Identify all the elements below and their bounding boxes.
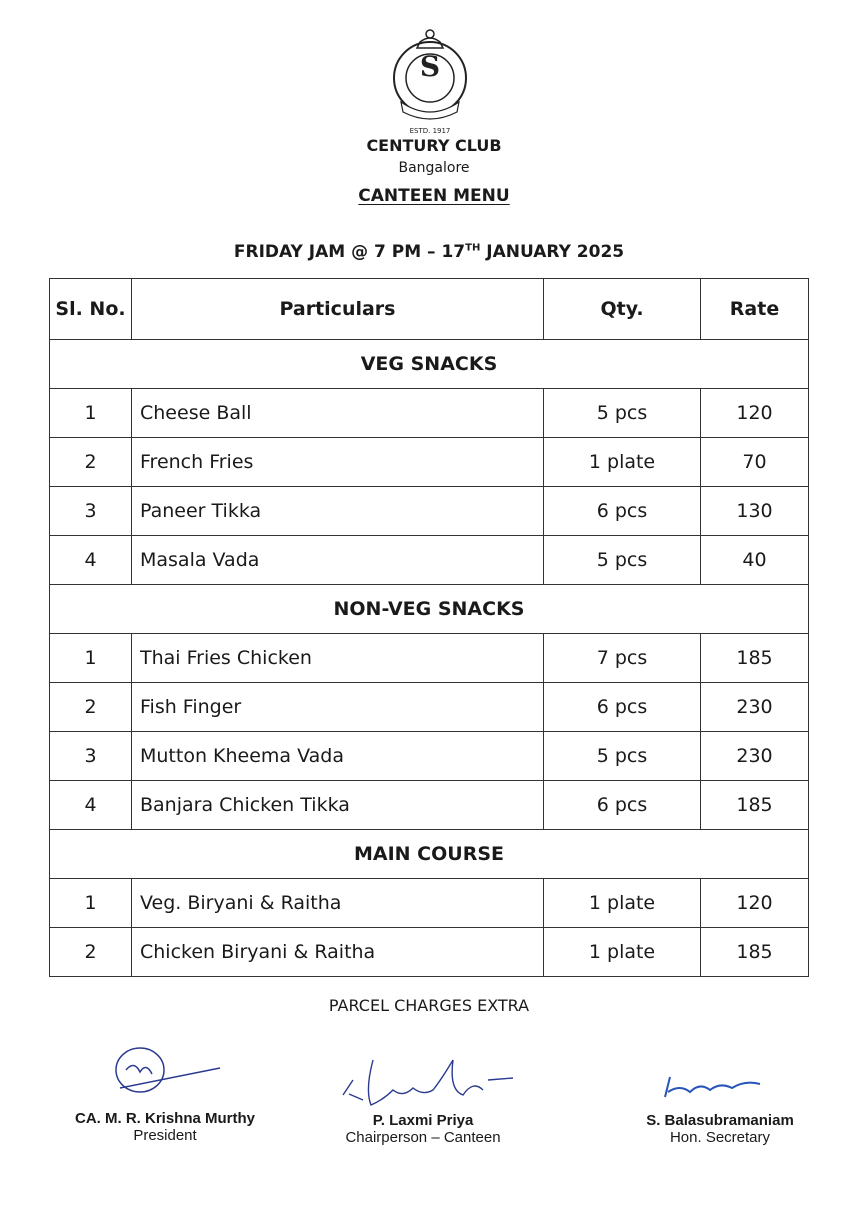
svg-text:ESTD. 1917: ESTD. 1917 [409,127,451,135]
table-row [50,928,809,977]
table-row [50,634,809,683]
signatory-president [50,1040,280,1144]
cell-qty: 6 pcs [544,683,701,732]
table-row [50,438,809,487]
cell-rate: 230 [701,683,809,732]
signatory-name: CA. M. R. Krishna Murthy [74,1110,255,1127]
table-row [50,536,809,585]
section-title: MAIN COURSE [50,830,809,879]
club-city: Bangalore [398,160,470,176]
cell-rate: 185 [701,928,809,977]
cell-sl: 1 [50,634,132,683]
section-row [50,340,809,389]
cell-qty: 5 pcs [544,536,701,585]
cell-sl: 4 [50,536,132,585]
cell-rate: 40 [701,536,809,585]
table-row [50,389,809,438]
club-name: CENTURY CLUB [366,136,502,155]
cell-qty: 5 pcs [544,732,701,781]
header-rate: Rate [701,279,809,340]
table-row [50,683,809,732]
header-particulars: Particulars [132,279,544,340]
cell-sl: 2 [50,438,132,487]
svg-text:S: S [419,50,441,83]
cell-item: Paneer Tikka [132,487,544,536]
cell-qty: 7 pcs [544,634,701,683]
cell-qty: 6 pcs [544,487,701,536]
signature-image [323,1050,523,1112]
signatory-chairperson [318,1050,528,1146]
cell-qty: 1 plate [544,879,701,928]
cell-sl: 3 [50,732,132,781]
menu-title: CANTEEN MENU [358,186,510,206]
event-title: FRIDAY JAM @ 7 PM – 17TH JANUARY 2025 [233,242,625,262]
table-row [50,487,809,536]
cell-rate: 185 [701,634,809,683]
cell-item: Mutton Kheema Vada [132,732,544,781]
cell-item: Cheese Ball [132,389,544,438]
signatory-title: Hon. Secretary [669,1129,771,1146]
cell-sl: 2 [50,928,132,977]
table-row [50,781,809,830]
cell-sl: 1 [50,879,132,928]
table-row [50,732,809,781]
cell-sl: 2 [50,683,132,732]
cell-rate: 120 [701,389,809,438]
cell-qty: 1 plate [544,438,701,487]
cell-rate: 230 [701,732,809,781]
cell-item: French Fries [132,438,544,487]
cell-qty: 6 pcs [544,781,701,830]
club-logo [387,26,473,136]
header-sl: Sl. No. [50,279,132,340]
header-qty: Qty. [544,279,701,340]
section-row [50,585,809,634]
cell-item: Fish Finger [132,683,544,732]
cell-rate: 70 [701,438,809,487]
cell-item: Thai Fries Chicken [132,634,544,683]
signature-image [650,1062,790,1112]
cell-sl: 4 [50,781,132,830]
cell-sl: 3 [50,487,132,536]
cell-sl: 1 [50,389,132,438]
cell-rate: 185 [701,781,809,830]
signatory-name: P. Laxmi Priya [372,1112,474,1129]
section-title: VEG SNACKS [50,340,809,389]
table-row [50,879,809,928]
cell-rate: 130 [701,487,809,536]
cell-item: Masala Vada [132,536,544,585]
signatory-name: S. Balasubramaniam [646,1112,794,1129]
cell-item: Veg. Biryani & Raitha [132,879,544,928]
cell-rate: 120 [701,879,809,928]
signatory-title: Chairperson – Canteen [345,1129,501,1146]
section-row [50,830,809,879]
menu-table [49,278,809,977]
section-title: NON-VEG SNACKS [50,585,809,634]
signature-image [90,1040,240,1110]
cell-item: Banjara Chicken Tikka [132,781,544,830]
cell-qty: 1 plate [544,928,701,977]
cell-qty: 5 pcs [544,389,701,438]
parcel-note: PARCEL CHARGES EXTRA [328,996,530,1015]
cell-item: Chicken Biryani & Raitha [132,928,544,977]
signatory-secretary [620,1062,820,1146]
signatory-title: President [133,1127,197,1144]
